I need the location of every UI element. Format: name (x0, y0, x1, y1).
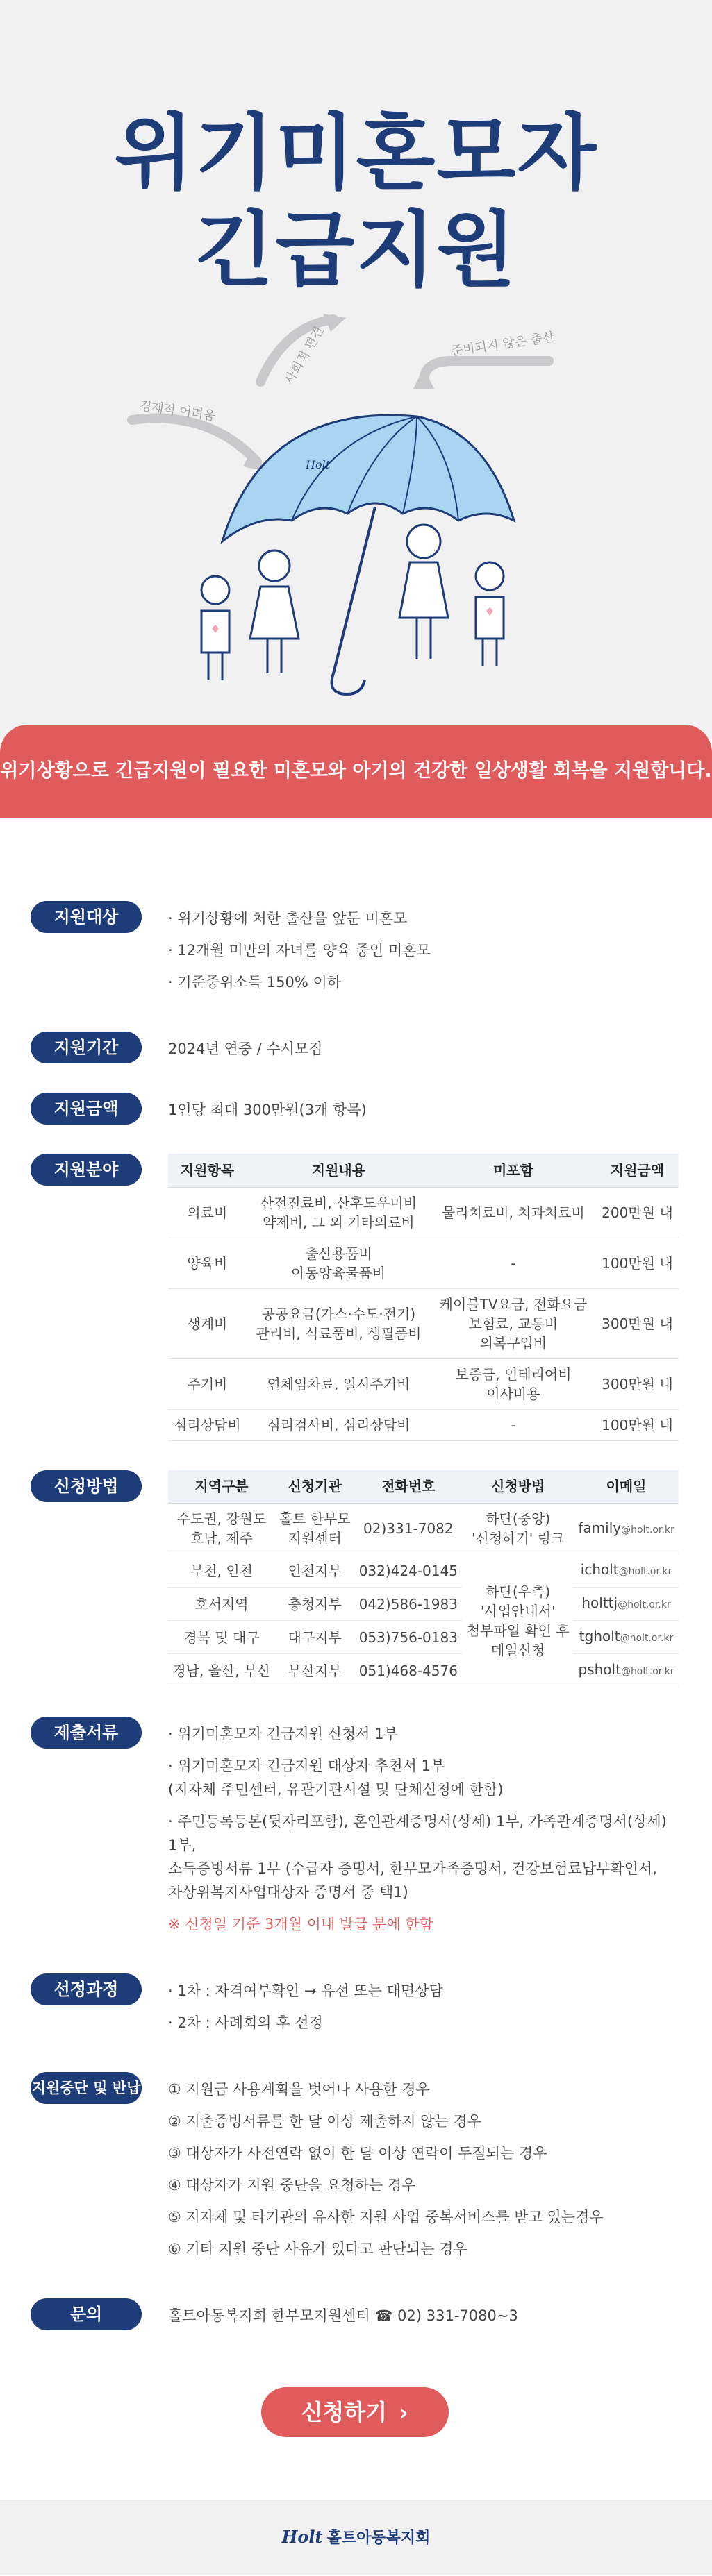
field-col-header: 미포함 (431, 1154, 596, 1187)
content-section (0, 818, 712, 2500)
field-table-row (168, 1358, 679, 1409)
field-table-cell: - (431, 1409, 596, 1440)
field-col-header: 지원내용 (247, 1154, 431, 1187)
umbrella-holt-mark: Holt (306, 458, 331, 471)
field-table-cell: 100만원 내 (596, 1238, 679, 1288)
apply-cell-phone: 051)468-4576 (354, 1654, 462, 1687)
label-period: 지원기간 (31, 1032, 142, 1063)
apply-cell-org: 대구지부 (275, 1621, 354, 1654)
target-item: · 위기상황에 처한 출산을 앞둔 미혼모 (168, 907, 679, 930)
arrow-label-prejudice: 사회적 편견 (282, 323, 327, 387)
field-table-cell: 출산용품비 아동양육물품비 (247, 1238, 431, 1288)
field-col-header: 지원항목 (168, 1154, 247, 1187)
target-item: · 12개월 미만의 자녀를 양육 중인 미혼모 (168, 938, 679, 962)
section-selection (31, 1973, 679, 2043)
apply-cell-email (574, 1588, 679, 1621)
label-docs: 제출서류 (31, 1717, 142, 1749)
stop-item: ② 지출증빙서류를 한 달 이상 제출하지 않는 경우 (168, 2113, 481, 2130)
field-table-cell: 의료비 (168, 1187, 247, 1238)
hero-title (0, 104, 712, 298)
field-table-cell: 양육비 (168, 1238, 247, 1288)
apply-table-row (168, 1621, 679, 1654)
apply-cell-region: 경남, 울산, 부산 (168, 1654, 275, 1687)
section-stop (31, 2072, 679, 2269)
docs-item: · 위기미혼모자 긴급지원 신청서 1부 (168, 1722, 679, 1746)
apply-cell-phone: 02)331-7082 (354, 1504, 462, 1554)
email-id: holttj (581, 1594, 618, 1611)
field-table-cell: 300만원 내 (596, 1358, 679, 1409)
apply-col-header: 지역구분 (168, 1470, 275, 1504)
field-table-cell: 케이블TV요금, 전화요금 보험료, 교통비 의복구입비 (431, 1288, 596, 1358)
apply-table (168, 1470, 679, 1688)
apply-table-row (168, 1654, 679, 1687)
email-id: icholt (580, 1561, 619, 1578)
field-col-header: 지원금액 (596, 1154, 679, 1187)
apply-col-header: 전화번호 (354, 1470, 462, 1504)
email-domain: @holt.or.kr (618, 1566, 672, 1577)
field-table-cell: 100만원 내 (596, 1409, 679, 1440)
section-docs (31, 1717, 679, 1944)
hero-title-line1: 위기미혼모자 (114, 105, 598, 201)
docs-note: ※ 신청일 기준 3개월 이내 발급 분에 한함 (168, 1916, 433, 1933)
apply-cell-region: 호서지역 (168, 1588, 275, 1621)
apply-cell-region: 부천, 인천 (168, 1554, 275, 1588)
apply-table-row (168, 1504, 679, 1554)
selection-item: · 1차 : 자격여부확인 → 유선 또는 대면상담 (168, 1979, 679, 2003)
apply-cell-org: 홀트 한부모 지원센터 (275, 1504, 354, 1554)
intro-banner (0, 725, 712, 818)
apply-cell-org: 부산지부 (275, 1654, 354, 1687)
email-domain: @holt.or.kr (620, 1633, 674, 1644)
contact-text: 홀트아동복지회 한부모지원센터 ☎ 02) 331-7080~3 (168, 2307, 518, 2324)
apply-cell-email (574, 1504, 679, 1554)
field-table-cell: 보증금, 인테리어비 이사비용 (431, 1358, 596, 1409)
footer (0, 2500, 712, 2575)
section-target (31, 901, 679, 1002)
selection-item: · 2차 : 사례회의 후 선정 (168, 2011, 679, 2035)
footer-logo (282, 2500, 431, 2576)
apply-method-email: 하단(우측) '사업안내서' 첨부파일 확인 후 메일신청 (462, 1554, 574, 1687)
apply-cell-phone: 053)756-0183 (354, 1621, 462, 1654)
stop-item: ⑤ 지자체 및 타기관의 유사한 지원 사업 중복서비스를 받고 있는경우 (168, 2209, 604, 2225)
apply-cell-email (574, 1554, 679, 1588)
stop-item: ④ 대상자가 지원 중단을 요청하는 경우 (168, 2177, 416, 2194)
apply-cell-email (574, 1654, 679, 1687)
label-amount: 지원금액 (31, 1093, 142, 1125)
apply-cell-region: 경북 및 대구 (168, 1621, 275, 1654)
field-table-cell: 산전진료비, 산후도우미비 약제비, 그 외 기타의료비 (247, 1187, 431, 1238)
label-contact: 문의 (31, 2298, 142, 2330)
apply-cell-phone: 042)586-1983 (354, 1588, 462, 1621)
field-table-row (168, 1409, 679, 1440)
stop-item: ① 지원금 사용계획을 벗어나 사용한 경우 (168, 2081, 430, 2098)
apply-cell-email (574, 1621, 679, 1654)
field-table-cell: 연체임차료, 일시주거비 (247, 1358, 431, 1409)
footer-brand-name: 홀트아동복지회 (326, 2529, 431, 2547)
target-item: · 기준중위소득 150% 이하 (168, 970, 679, 994)
apply-table-row (168, 1554, 679, 1588)
hero-title-line2: 긴급지원 (194, 202, 518, 298)
banner-text: 위기상황으로 긴급지원이 필요한 미혼모와 아기의 건강한 일상생활 회복을 지원합니다. (0, 760, 712, 782)
label-selection: 선정과정 (31, 1973, 142, 2005)
section-amount (31, 1093, 679, 1125)
section-field (31, 1154, 679, 1441)
apply-cell-org: 충청지부 (275, 1588, 354, 1621)
field-table-cell: 주거비 (168, 1358, 247, 1409)
docs-item: · 위기미혼모자 긴급지원 대상자 추천서 1부 (지자체 주민센터, 유관기관시설 및 단체신청에 한함) (168, 1754, 679, 1801)
chevron-right-icon: › (399, 2401, 408, 2425)
docs-item: · 주민등록등본(뒷자리포함), 혼인관계증명서(상세) 1부, 가족관계증명서(상세) 1부, 소득증빙서류 1부 (수급자 증명서, 한부모가족증명서, 건강보험료납부확인서, 차상위복지사업대상자 증명서 중 택1) (168, 1810, 679, 1904)
arrow-label-economic: 경제적 어려움 (138, 398, 217, 424)
label-stop: 지원중단 및 반납 (31, 2072, 142, 2104)
apply-cell-org: 인천지부 (275, 1554, 354, 1588)
apply-method-link: 하단(중앙) '신청하기' 링크 (462, 1504, 574, 1554)
section-period (31, 1032, 679, 1063)
field-table-cell: 심리상담비 (168, 1409, 247, 1440)
field-table-cell: 200만원 내 (596, 1187, 679, 1238)
apply-col-header: 신청방법 (462, 1470, 574, 1504)
apply-table-row (168, 1588, 679, 1621)
email-domain: @holt.or.kr (621, 1524, 674, 1535)
field-table-cell: 공공요금(가스·수도·전기) 관리비, 식료품비, 생필품비 (247, 1288, 431, 1358)
field-table-cell: 300만원 내 (596, 1288, 679, 1358)
apply-cell-phone: 032)424-0145 (354, 1554, 462, 1588)
field-table-cell: 생계비 (168, 1288, 247, 1358)
hero-section (0, 0, 712, 739)
period-text: 2024년 연중 / 수시모집 (168, 1041, 323, 1057)
stop-item: ③ 대상자가 사전연락 없이 한 달 이상 연락이 두절되는 경우 (168, 2145, 547, 2162)
field-table-cell: - (431, 1238, 596, 1288)
stop-item: ⑥ 기타 지원 중단 사유가 있다고 판단되는 경우 (168, 2241, 467, 2257)
label-apply: 신청방법 (31, 1470, 142, 1502)
umbrella-family-illustration (125, 312, 583, 701)
email-domain: @holt.or.kr (620, 1666, 674, 1677)
apply-cell-region: 수도권, 강원도 호남, 제주 (168, 1504, 275, 1554)
label-target: 지원대상 (31, 901, 142, 933)
field-table-cell: 물리치료비, 치과치료비 (431, 1187, 596, 1238)
email-id: family (578, 1519, 622, 1536)
field-table-row (168, 1288, 679, 1358)
apply-col-header: 이메일 (574, 1470, 679, 1504)
field-table (168, 1154, 679, 1441)
field-table-row (168, 1187, 679, 1238)
email-domain: @holt.or.kr (618, 1599, 671, 1610)
section-contact (31, 2298, 679, 2330)
cta-area (31, 2359, 679, 2500)
apply-button-label: 신청하기 (301, 2399, 388, 2425)
field-table-cell: 심리검사비, 심리상담비 (247, 1409, 431, 1440)
amount-text: 1인당 최대 300만원(3개 항목) (168, 1102, 367, 1118)
section-apply (31, 1470, 679, 1688)
holt-logo-mark: Holt (281, 2527, 323, 2547)
email-id: tgholt (579, 1628, 620, 1644)
arrow-label-unprepared: 준비되지 않은 출산 (449, 330, 556, 359)
apply-col-header: 신청기관 (275, 1470, 354, 1504)
field-table-row (168, 1238, 679, 1288)
label-field: 지원분야 (31, 1154, 142, 1186)
email-id: psholt (578, 1661, 621, 1678)
apply-button[interactable] (261, 2387, 449, 2437)
